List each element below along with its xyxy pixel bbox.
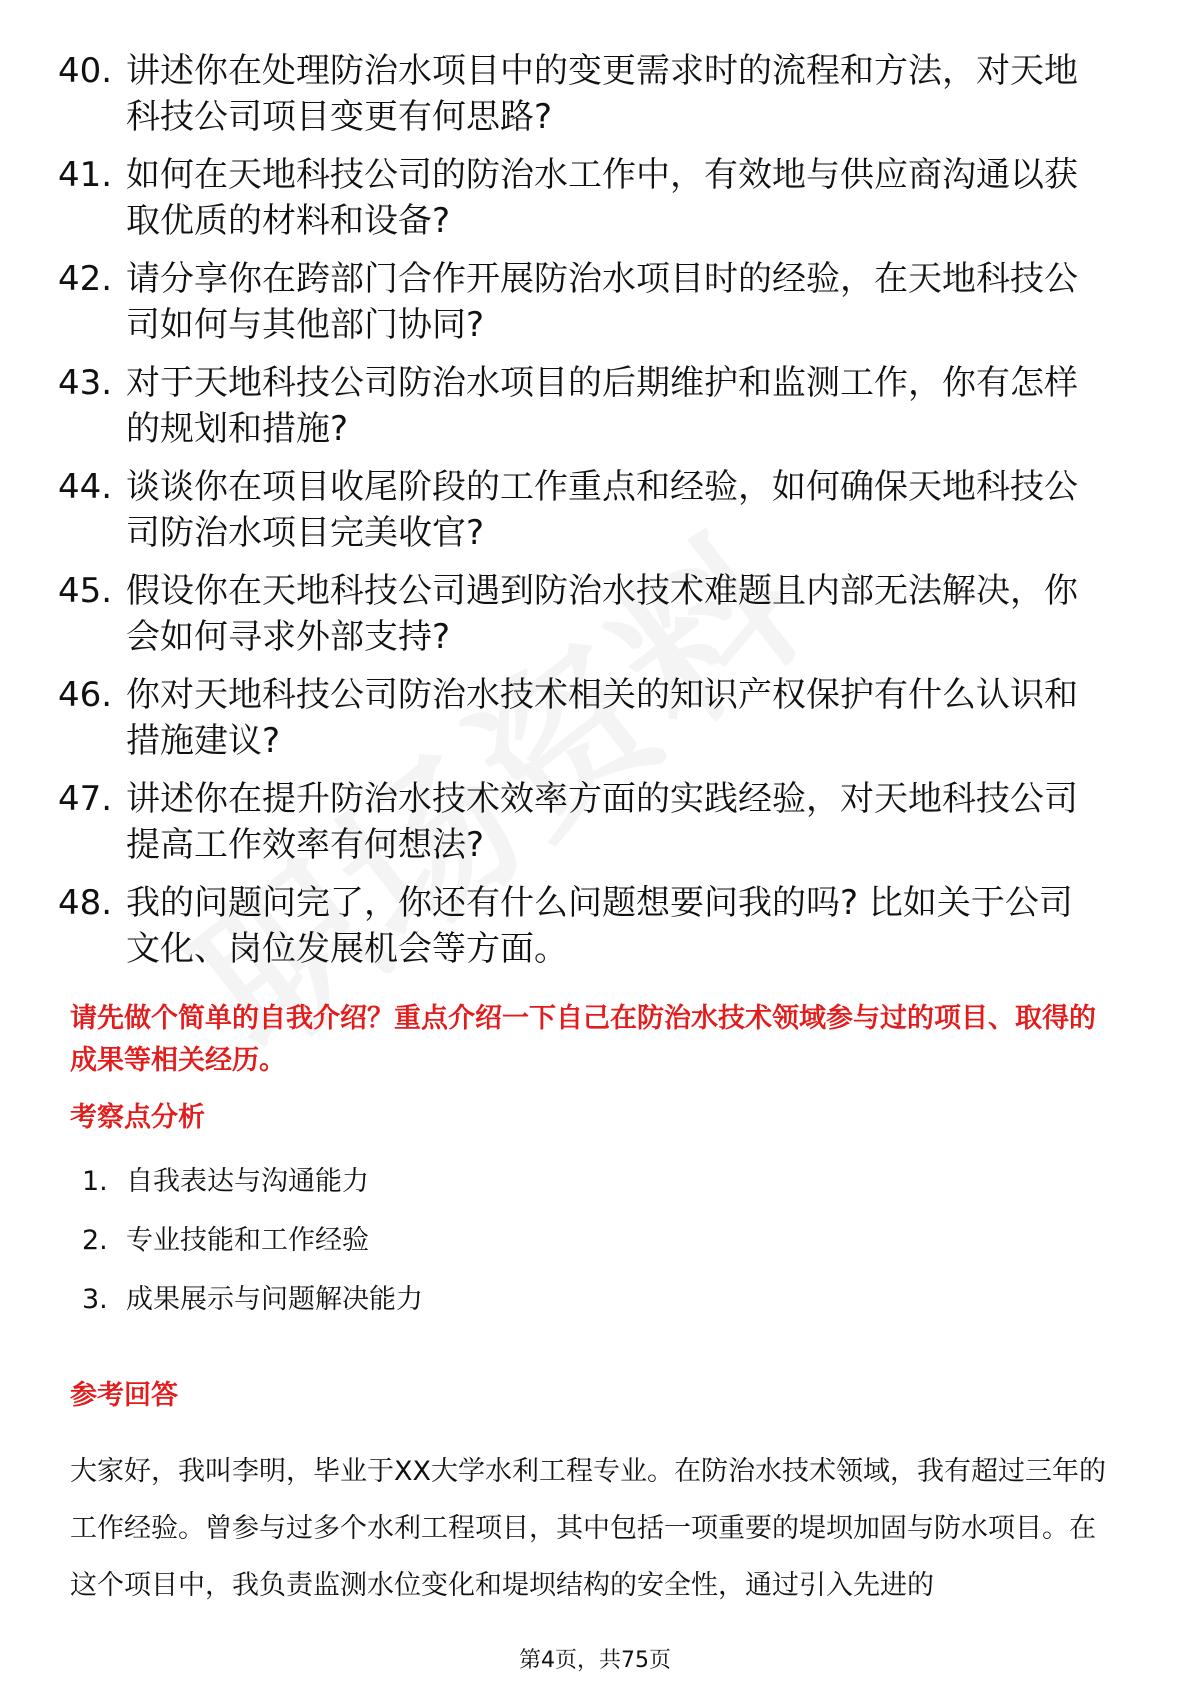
question-number: 47. bbox=[58, 779, 113, 819]
question-item bbox=[58, 464, 1118, 556]
question-number: 42. bbox=[58, 259, 113, 299]
point-number: 1. bbox=[82, 1166, 108, 1197]
point-text: 专业技能和工作经验 bbox=[126, 1225, 369, 1256]
question-item bbox=[58, 672, 1118, 764]
question-text: 请分享你在跨部门合作开展防治水项目时的经验，在天地科技公司如何与其他部门协同? bbox=[126, 259, 1078, 345]
question-number: 43. bbox=[58, 363, 113, 403]
question-number: 41. bbox=[58, 155, 113, 195]
analysis-points bbox=[82, 1164, 882, 1341]
reference-title: 参考回答 bbox=[70, 1380, 178, 1411]
question-text: 讲述你在提升防治水技术效率方面的实践经验，对天地科技公司提高工作效率有何想法? bbox=[126, 779, 1078, 865]
point-number: 3. bbox=[82, 1284, 108, 1315]
question-text: 你对天地科技公司防治水技术相关的知识产权保护有什么认识和措施建议? bbox=[126, 675, 1078, 761]
question-text: 如何在天地科技公司的防治水工作中，有效地与供应商沟通以获取优质的材料和设备? bbox=[126, 155, 1078, 241]
question-text: 对于天地科技公司防治水项目的后期维护和监测工作，你有怎样的规划和措施? bbox=[126, 363, 1078, 449]
question-number: 44. bbox=[58, 467, 113, 507]
question-number: 40. bbox=[58, 51, 113, 91]
question-item bbox=[58, 360, 1118, 452]
question-item bbox=[58, 152, 1118, 244]
question-item bbox=[58, 776, 1118, 868]
question-text: 讲述你在处理防治水项目中的变更需求时的流程和方法，对天地科技公司项目变更有何思路? bbox=[126, 51, 1078, 137]
point-number: 2. bbox=[82, 1225, 108, 1256]
point-text: 自我表达与沟通能力 bbox=[126, 1166, 369, 1197]
question-item bbox=[58, 256, 1118, 348]
page-footer: 第4页，共75页 bbox=[519, 1648, 671, 1673]
question-text: 谈谈你在项目收尾阶段的工作重点和经验，如何确保天地科技公司防治水项目完美收官? bbox=[126, 467, 1078, 553]
question-text: 假设你在天地科技公司遇到防治水技术难题且内部无法解决，你会如何寻求外部支持? bbox=[126, 571, 1078, 657]
question-item bbox=[58, 568, 1118, 660]
question-number: 48. bbox=[58, 883, 113, 923]
reference-answer: 大家好，我叫李明，毕业于XX大学水利工程专业。在防治水技术领域，我有超过三年的工作经验。曾参与过多个水利工程项目，其中包括一项重要的堤坝加固与防水项目。在这个项目中，我负责监测水位变化和堤坝结构的安全性，通过引入先进的 bbox=[70, 1456, 1106, 1601]
highlight-question: 请先做个简单的自我介绍？重点介绍一下自己在防治水技术领域参与过的项目、取得的成果等相关经历。 bbox=[70, 1003, 1096, 1076]
question-list bbox=[58, 48, 1118, 984]
question-item bbox=[58, 48, 1118, 140]
analysis-point bbox=[82, 1282, 882, 1318]
question-item bbox=[58, 880, 1118, 972]
analysis-point bbox=[82, 1223, 882, 1259]
point-text: 成果展示与问题解决能力 bbox=[126, 1284, 423, 1315]
analysis-point bbox=[82, 1164, 882, 1200]
analysis-title: 考察点分析 bbox=[70, 1102, 205, 1133]
question-text: 我的问题问完了，你还有什么问题想要问我的吗? 比如关于公司文化、岗位发展机会等方面。 bbox=[126, 883, 1073, 969]
question-number: 46. bbox=[58, 675, 113, 715]
question-number: 45. bbox=[58, 571, 113, 611]
